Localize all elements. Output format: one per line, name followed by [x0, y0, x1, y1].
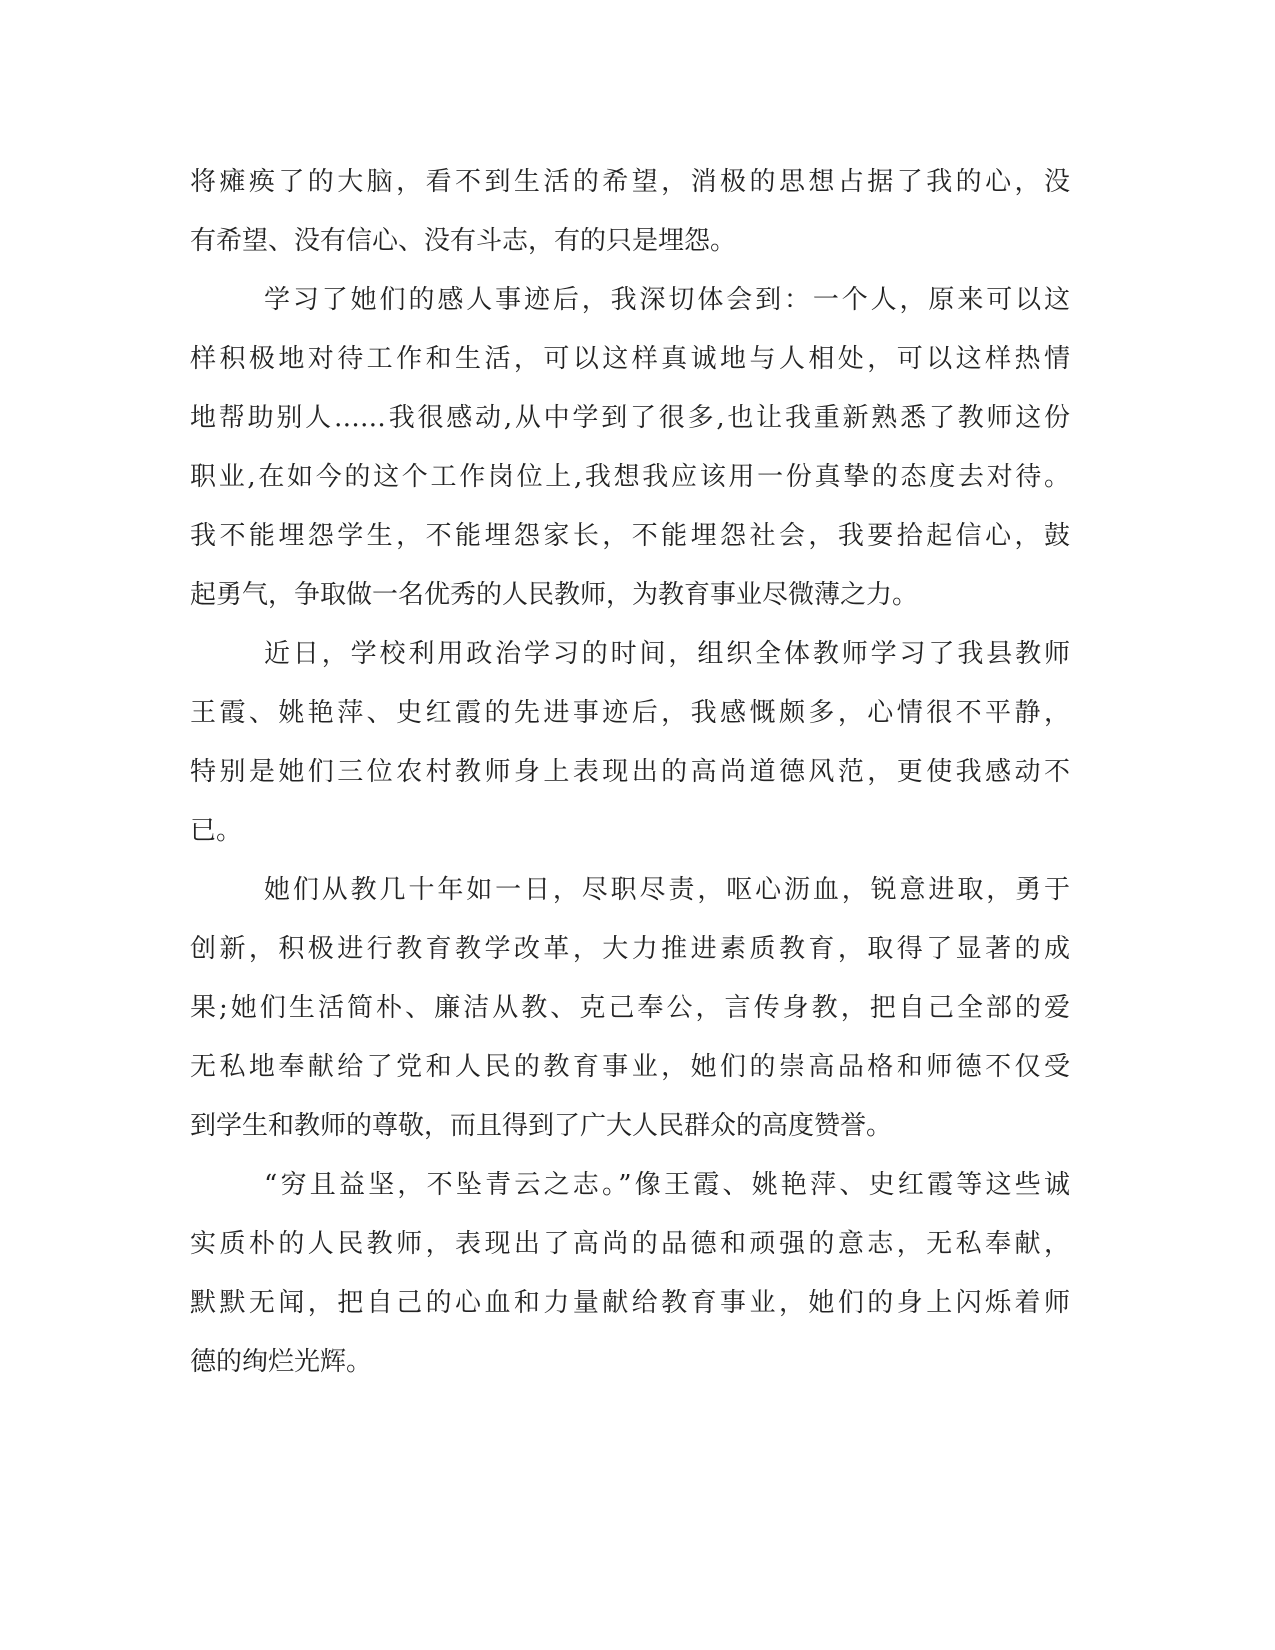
- body-text-line: 实质朴的人民教师，表现出了高尚的品德和顽强的意志，无私奉献，: [190, 1229, 1070, 1259]
- body-text-line: 职业,在如今的这个工作岗位上,我想我应该用一份真挚的态度去对待。: [190, 462, 1070, 492]
- body-text-line: 创新，积极进行教育教学改革，大力推进素质教育，取得了显著的成: [190, 934, 1070, 964]
- body-text-line: 样积极地对待工作和生活，可以这样真诚地与人相处，可以这样热情: [190, 344, 1070, 374]
- body-text-line: 到学生和教师的尊敬，而且得到了广大人民群众的高度赞誉。: [190, 1111, 893, 1141]
- body-text-line: 起勇气，争取做一名优秀的人民教师，为教育事业尽微薄之力。: [190, 580, 919, 610]
- body-text-line: 默默无闻，把自己的心血和力量献给教育事业，她们的身上闪烁着师: [190, 1288, 1070, 1318]
- body-text-line: 我不能埋怨学生，不能埋怨家长，不能埋怨社会，我要拾起信心，鼓: [190, 521, 1070, 551]
- body-text-line: 将瘫痪了的大脑，看不到生活的希望，消极的思想占据了我的心，没: [190, 167, 1070, 197]
- body-text-line: 德的绚烂光辉。: [190, 1347, 373, 1377]
- body-text-line: 学习了她们的感人事迹后，我深切体会到：一个人，原来可以这: [264, 285, 1070, 315]
- body-text-line: 王霞、姚艳萍、史红霞的先进事迹后，我感慨颇多，心情很不平静，: [190, 698, 1070, 728]
- body-text-line: 特别是她们三位农村教师身上表现出的高尚道德风范，更使我感动不: [190, 757, 1070, 787]
- body-text-line: “穷且益坚，不坠青云之志。”像王霞、姚艳萍、史红霞等这些诚: [264, 1170, 1070, 1200]
- body-text-line: 近日，学校利用政治学习的时间，组织全体教师学习了我县教师: [264, 639, 1070, 669]
- body-text-line: 有希望、没有信心、没有斗志，有的只是埋怨。: [190, 226, 737, 256]
- body-text-line: 无私地奉献给了党和人民的教育事业，她们的崇高品格和师德不仅受: [190, 1052, 1070, 1082]
- body-text-line: 已。: [190, 816, 243, 846]
- body-text-line: 她们从教几十年如一日，尽职尽责，呕心沥血，锐意进取，勇于: [264, 875, 1070, 905]
- body-text-line: 果;她们生活简朴、廉洁从教、克己奉公，言传身教，把自己全部的爱: [190, 993, 1070, 1023]
- body-text-line: 地帮助别人……我很感动,从中学到了很多,也让我重新熟悉了教师这份: [190, 403, 1070, 433]
